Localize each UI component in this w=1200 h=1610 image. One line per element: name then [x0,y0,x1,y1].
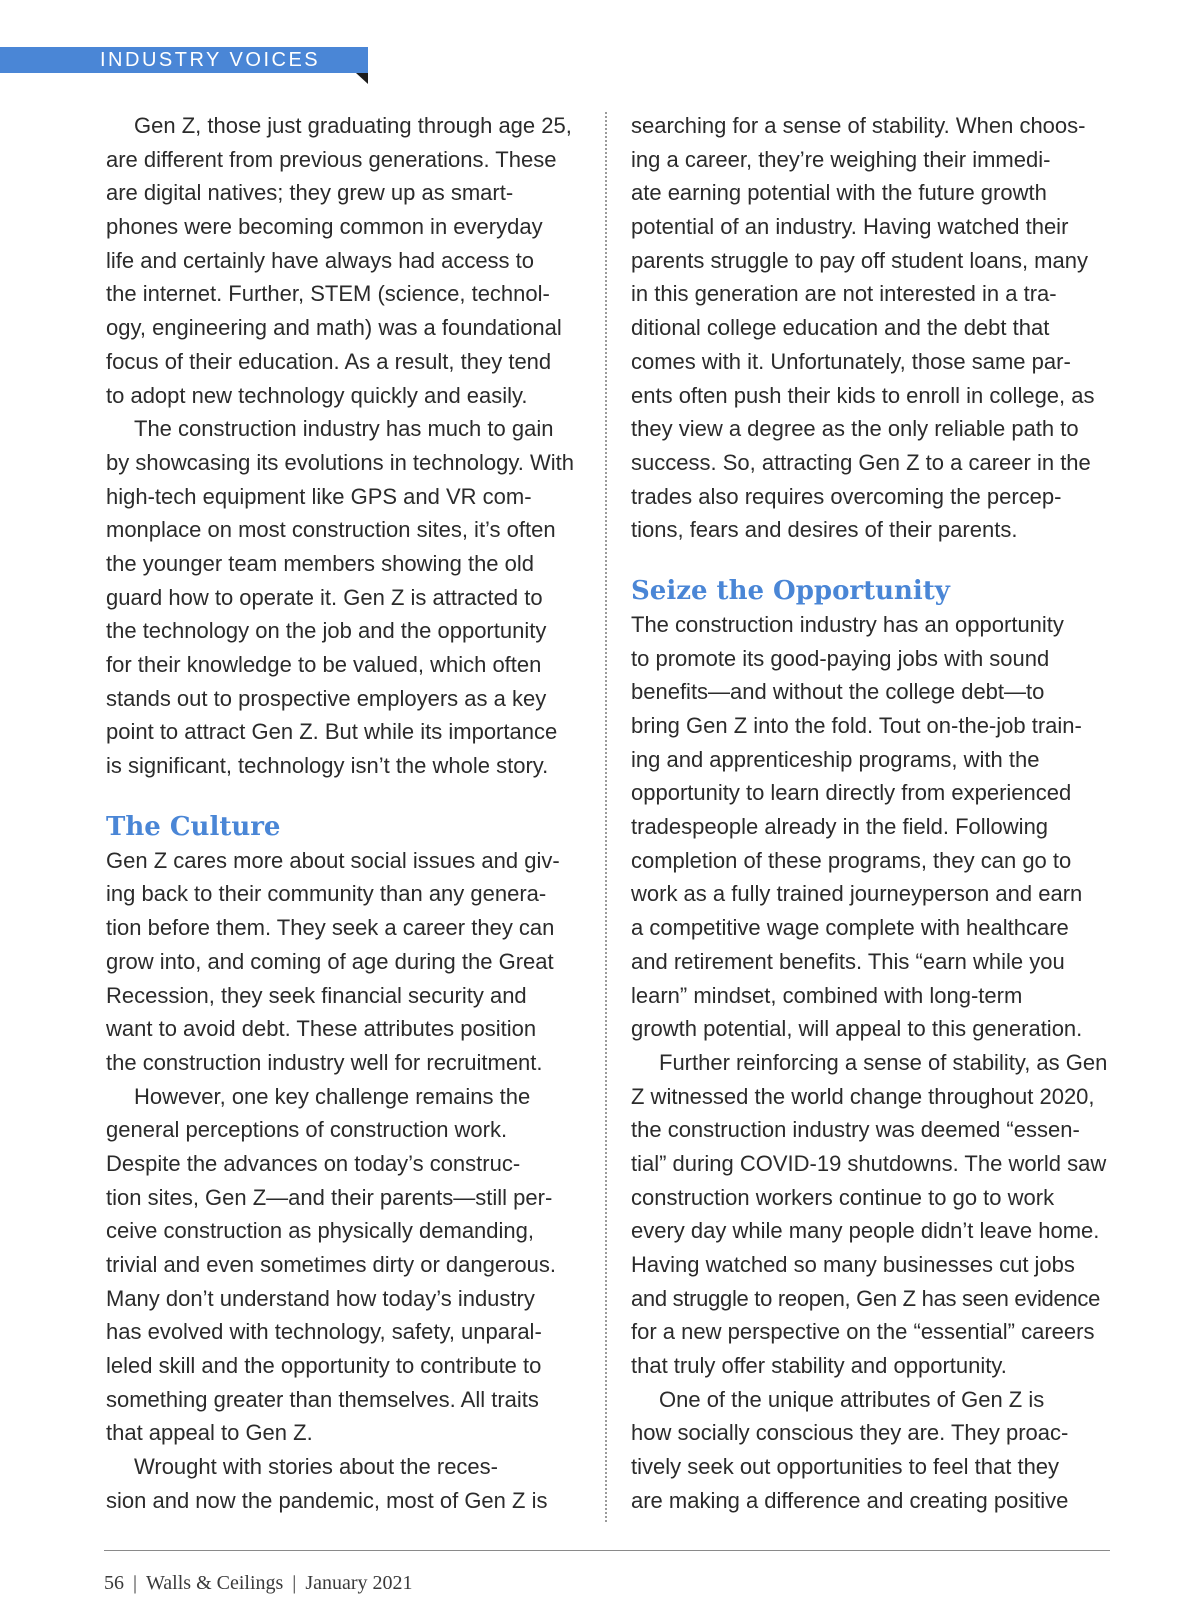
text-line: guard how to operate it. Gen Z is attracted to [106,584,543,610]
text-line: Gen Z, those just graduating through age 25, [134,113,572,138]
text-line: learn” mindset, combined with long-term [631,982,1023,1008]
text-line: are digital natives; they grew up as smart- [106,180,514,206]
text-line: completion of these programs, they can go to [631,847,1072,873]
text-line: benefits—and without the college debt—to [631,679,1045,705]
text-line: The construction industry has much to gain [134,416,554,442]
page-footer [104,1572,413,1595]
text-line: the internet. Further, STEM (science, technol- [106,281,550,307]
text-line: success. So, attracting Gen Z to a career in the [631,449,1091,475]
paragraph-gap [106,783,576,810]
text-line: tion before them. They seek a career they can [106,915,555,941]
text-line: comes with it. Unfortunately, those same par- [631,348,1071,374]
text-line: phones were becoming common in everyday [106,214,543,240]
text-line: the younger team members showing the old [106,550,535,576]
text-line: leled skill and the opportunity to contribute to [106,1353,542,1379]
text-line: monplace on most construction sites, it’s often [106,517,556,543]
text-line: Having watched so many businesses cut jobs [631,1252,1075,1277]
text-line: high-tech equipment like GPS and VR com- [106,483,532,509]
paragraph-gap [631,547,1109,574]
text-line: growth potential, will appeal to this generation. [631,1016,1083,1042]
text-line: a competitive wage complete with healthcare [631,915,1069,941]
text-line: the construction industry was deemed “essen- [631,1117,1080,1143]
text-line: ogy, engineering and math) was a foundational [106,315,562,341]
text-line: by showcasing its evolutions in technology. With [106,449,574,475]
left-column [106,109,576,1518]
issue-date: January 2021 [305,1572,413,1594]
section-heading: Seize the Opportunity [631,575,950,606]
text-line: ing and apprenticeship programs, with the [631,746,1040,772]
publication-name: Walls & Ceilings [146,1572,284,1594]
text-line: and retirement benefits. This “earn while you [631,948,1065,974]
text-line: for their knowledge to be valued, which often [106,652,542,677]
text-line: ents often push their kids to enroll in college, as [631,382,1095,408]
text-line: Despite the advances on today’s construc- [106,1150,521,1176]
text-line: trades also requires overcoming the percep- [631,483,1062,509]
text-line: parents struggle to pay off student loans, many [631,247,1088,273]
text-line: something greater than themselves. All traits [106,1386,539,1412]
text-line: potential of an industry. Having watched their [631,214,1069,240]
text-line: is significant, technology isn’t the whole story. [106,753,549,779]
text-line: for a new perspective on the “essential” careers [631,1319,1095,1345]
text-line: tion sites, Gen Z—and their parents—still per- [106,1184,553,1210]
text-line: point to attract Gen Z. But while its importance [106,719,558,745]
text-line: Z witnessed the world change throughout 2020, [631,1083,1095,1109]
text-line: grow into, and coming of age during the Great [106,948,554,974]
text-line: ditional college education and the debt that [631,315,1050,341]
text-line: are making a difference and creating positive [631,1487,1069,1513]
section-label: INDUSTRY VOICES [100,49,321,71]
text-line: and struggle to reopen, Gen Z has seen evidence [631,1285,1100,1311]
text-line: every day while many people didn’t leave home. [631,1218,1100,1244]
text-line: focus of their education. As a result, they tend [106,348,552,374]
footer-separator: | [292,1572,297,1594]
text-line: to promote its good-paying jobs with sound [631,645,1050,671]
text-line: life and certainly have always had access to [106,247,535,273]
text-line: that truly offer stability and opportunity. [631,1353,1007,1379]
text-line: construction workers continue to go to work [631,1184,1055,1210]
text-line: general perceptions of construction work. [106,1117,508,1143]
section-heading: The Culture [106,811,281,842]
text-line: The construction industry has an opportunity [631,611,1064,637]
text-line: ing a career, they’re weighing their immedi- [631,146,1051,172]
text-line: Many don’t understand how today’s industry [106,1285,535,1311]
text-line: One of the unique attributes of Gen Z is [659,1386,1045,1412]
footer-rule [104,1550,1110,1551]
text-line: bring Gen Z into the fold. Tout on-the-job train- [631,713,1082,738]
text-line: However, one key challenge remains the [134,1083,531,1109]
text-line: searching for a sense of stability. When choos- [631,113,1086,138]
footer-separator: | [133,1572,138,1594]
section-tab-corner [356,73,368,84]
text-line: work as a fully trained journeyperson and earn [631,881,1083,907]
text-line: tradespeople already in the field. Following [631,814,1049,840]
text-line: ceive construction as physically demanding, [106,1218,535,1244]
page-number: 56 [104,1572,124,1594]
text-line: Wrought with stories about the reces- [134,1454,498,1480]
right-column [631,109,1109,1518]
text-line: are different from previous generations. These [106,146,557,172]
text-line: ing back to their community than any genera- [106,881,547,907]
text-line: tial” during COVID-19 shutdowns. The world saw [631,1150,1107,1176]
text-line: tions, fears and desires of their parents. [631,517,1018,543]
text-line: the technology on the job and the opportunity [106,618,547,644]
text-line: trivial and even sometimes dirty or dangerous. [106,1252,556,1277]
text-line: in this generation are not interested in a tra- [631,281,1057,307]
text-line: has evolved with technology, safety, unparal- [106,1319,542,1345]
text-line: sion and now the pandemic, most of Gen Z is [106,1487,548,1513]
text-line: ate earning potential with the future growth [631,180,1047,206]
text-line: they view a degree as the only reliable path to [631,416,1079,442]
text-line: tively seek out opportunities to feel that they [631,1454,1060,1480]
text-line: opportunity to learn directly from experienced [631,780,1072,806]
text-line: Further reinforcing a sense of stability, as Gen [659,1049,1108,1075]
text-line: to adopt new technology quickly and easily. [106,382,528,408]
text-line: want to avoid debt. These attributes position [106,1016,537,1042]
text-line: how socially conscious they are. They proac- [631,1420,1069,1446]
column-divider [605,112,607,1522]
text-line: stands out to prospective employers as a key [106,685,547,711]
text-line: the construction industry well for recruitment. [106,1049,543,1075]
text-line: Gen Z cares more about social issues and giv- [106,847,560,873]
text-line: Recession, they seek financial security and [106,982,527,1008]
text-line: that appeal to Gen Z. [106,1420,313,1446]
